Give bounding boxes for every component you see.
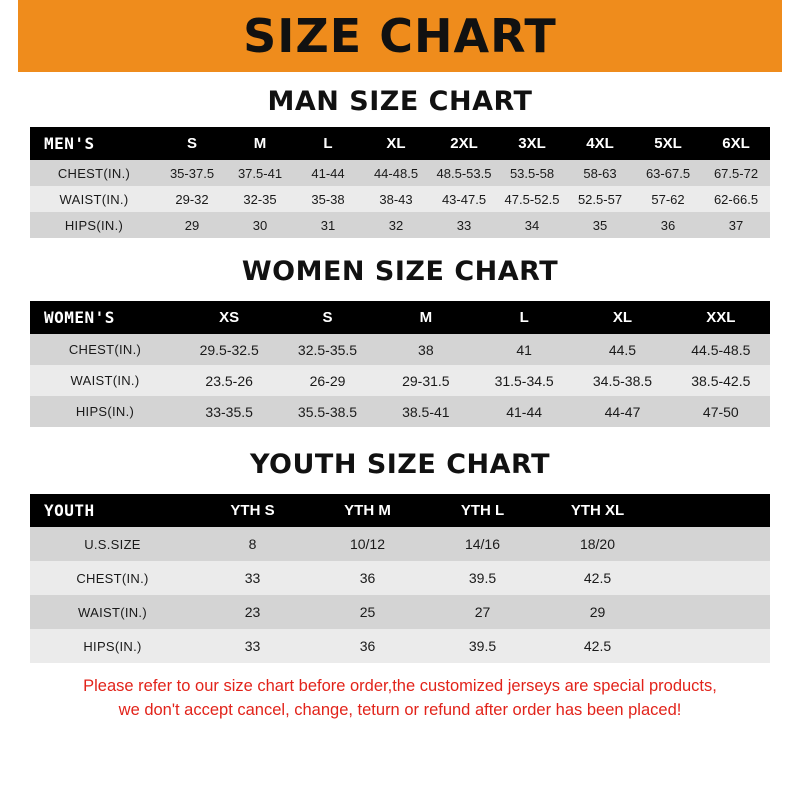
men-row-label: WAIST(IN.) — [30, 186, 158, 212]
table-row — [30, 396, 770, 427]
youth-corner-label: YOUTH — [30, 494, 195, 527]
table-header-row — [30, 494, 770, 527]
youth-cell: 42.5 — [540, 561, 655, 595]
men-chart-wrap — [0, 127, 800, 238]
men-cell: 53.5-58 — [498, 160, 566, 186]
men-cell: 43-47.5 — [430, 186, 498, 212]
youth-cell-empty — [655, 561, 770, 595]
youth-cell-empty — [655, 629, 770, 663]
youth-cell: 39.5 — [425, 629, 540, 663]
men-row-label: CHEST(IN.) — [30, 160, 158, 186]
table-row — [30, 160, 770, 186]
men-size-table — [30, 127, 770, 238]
men-cell: 37.5-41 — [226, 160, 294, 186]
youth-size-section — [0, 449, 800, 663]
women-row-label: HIPS(IN.) — [30, 396, 180, 427]
header-banner — [0, 0, 800, 72]
men-cell: 37 — [702, 212, 770, 238]
youth-col-header-empty — [655, 494, 770, 527]
men-col-header: 4XL — [566, 127, 634, 160]
men-corner-label: MEN'S — [30, 127, 158, 160]
men-cell: 34 — [498, 212, 566, 238]
youth-cell: 36 — [310, 629, 425, 663]
men-cell: 29-32 — [158, 186, 226, 212]
men-row-label: HIPS(IN.) — [30, 212, 158, 238]
table-header-row — [30, 301, 770, 334]
women-col-header: XXL — [672, 301, 770, 334]
youth-cell: 23 — [195, 595, 310, 629]
women-col-header: XS — [180, 301, 278, 334]
youth-col-header: YTH XL — [540, 494, 655, 527]
men-cell: 29 — [158, 212, 226, 238]
women-cell: 44.5 — [573, 334, 671, 365]
youth-cell: 33 — [195, 561, 310, 595]
women-chart-wrap — [0, 301, 800, 427]
table-row — [30, 527, 770, 561]
women-corner-label: WOMEN'S — [30, 301, 180, 334]
youth-cell: 27 — [425, 595, 540, 629]
youth-cell-empty — [655, 527, 770, 561]
table-row — [30, 365, 770, 396]
youth-cell: 10/12 — [310, 527, 425, 561]
men-col-header: 5XL — [634, 127, 702, 160]
women-cell: 41-44 — [475, 396, 573, 427]
table-row — [30, 561, 770, 595]
youth-row-label: U.S.SIZE — [30, 527, 195, 561]
men-cell: 35-37.5 — [158, 160, 226, 186]
youth-col-header: YTH L — [425, 494, 540, 527]
women-cell: 34.5-38.5 — [573, 365, 671, 396]
women-row-label: CHEST(IN.) — [30, 334, 180, 365]
women-cell: 26-29 — [278, 365, 376, 396]
youth-section-title: YOUTH SIZE CHART — [249, 449, 551, 480]
men-cell: 35-38 — [294, 186, 362, 212]
women-cell: 23.5-26 — [180, 365, 278, 396]
women-size-table — [30, 301, 770, 427]
men-col-header: S — [158, 127, 226, 160]
men-cell: 57-62 — [634, 186, 702, 212]
note-line-1: Please refer to our size chart before order,the customized jerseys are special products, — [83, 677, 717, 695]
women-cell: 38 — [377, 334, 475, 365]
women-cell: 31.5-34.5 — [475, 365, 573, 396]
men-cell: 58-63 — [566, 160, 634, 186]
order-policy-note — [0, 663, 800, 723]
table-row — [30, 334, 770, 365]
men-cell: 36 — [634, 212, 702, 238]
women-col-header: L — [475, 301, 573, 334]
men-cell: 38-43 — [362, 186, 430, 212]
youth-col-header: YTH S — [195, 494, 310, 527]
table-header-row — [30, 127, 770, 160]
men-cell: 32 — [362, 212, 430, 238]
men-cell: 41-44 — [294, 160, 362, 186]
youth-size-table — [30, 494, 770, 663]
women-row-label: WAIST(IN.) — [30, 365, 180, 396]
youth-row-label: HIPS(IN.) — [30, 629, 195, 663]
youth-cell-empty — [655, 595, 770, 629]
men-cell: 32-35 — [226, 186, 294, 212]
men-col-header: M — [226, 127, 294, 160]
youth-cell: 25 — [310, 595, 425, 629]
men-col-header: 2XL — [430, 127, 498, 160]
women-size-section — [0, 256, 800, 427]
youth-cell: 29 — [540, 595, 655, 629]
table-row — [30, 629, 770, 663]
women-cell: 47-50 — [672, 396, 770, 427]
banner-left-notch — [0, 0, 18, 72]
youth-row-label: WAIST(IN.) — [30, 595, 195, 629]
youth-cell: 33 — [195, 629, 310, 663]
men-cell: 31 — [294, 212, 362, 238]
youth-chart-wrap — [0, 494, 800, 663]
women-cell: 33-35.5 — [180, 396, 278, 427]
men-col-header: L — [294, 127, 362, 160]
men-cell: 44-48.5 — [362, 160, 430, 186]
table-row — [30, 595, 770, 629]
men-cell: 30 — [226, 212, 294, 238]
men-cell: 62-66.5 — [702, 186, 770, 212]
women-col-header: XL — [573, 301, 671, 334]
men-col-header: 3XL — [498, 127, 566, 160]
table-row — [30, 212, 770, 238]
women-cell: 35.5-38.5 — [278, 396, 376, 427]
women-cell: 44-47 — [573, 396, 671, 427]
youth-cell: 18/20 — [540, 527, 655, 561]
men-cell: 67.5-72 — [702, 160, 770, 186]
note-line-2: we don't accept cancel, change, teturn or refund after order has been placed! — [118, 700, 682, 719]
women-cell: 44.5-48.5 — [672, 334, 770, 365]
women-cell: 29-31.5 — [377, 365, 475, 396]
youth-cell: 36 — [310, 561, 425, 595]
women-section-title: WOMEN SIZE CHART — [241, 256, 559, 287]
youth-row-label: CHEST(IN.) — [30, 561, 195, 595]
page-title: SIZE CHART — [243, 9, 557, 63]
men-section-title: MAN SIZE CHART — [267, 86, 533, 117]
youth-cell: 14/16 — [425, 527, 540, 561]
women-col-header: M — [377, 301, 475, 334]
men-col-header: 6XL — [702, 127, 770, 160]
women-cell: 29.5-32.5 — [180, 334, 278, 365]
men-cell: 47.5-52.5 — [498, 186, 566, 212]
men-size-section — [0, 86, 800, 238]
youth-cell: 42.5 — [540, 629, 655, 663]
men-cell: 33 — [430, 212, 498, 238]
men-cell: 35 — [566, 212, 634, 238]
women-cell: 32.5-35.5 — [278, 334, 376, 365]
women-cell: 38.5-42.5 — [672, 365, 770, 396]
youth-cell: 39.5 — [425, 561, 540, 595]
youth-cell: 8 — [195, 527, 310, 561]
banner-right-notch — [782, 0, 800, 72]
men-cell: 63-67.5 — [634, 160, 702, 186]
women-cell: 41 — [475, 334, 573, 365]
men-cell: 48.5-53.5 — [430, 160, 498, 186]
men-cell: 52.5-57 — [566, 186, 634, 212]
men-col-header: XL — [362, 127, 430, 160]
women-col-header: S — [278, 301, 376, 334]
table-row — [30, 186, 770, 212]
youth-col-header: YTH M — [310, 494, 425, 527]
women-cell: 38.5-41 — [377, 396, 475, 427]
